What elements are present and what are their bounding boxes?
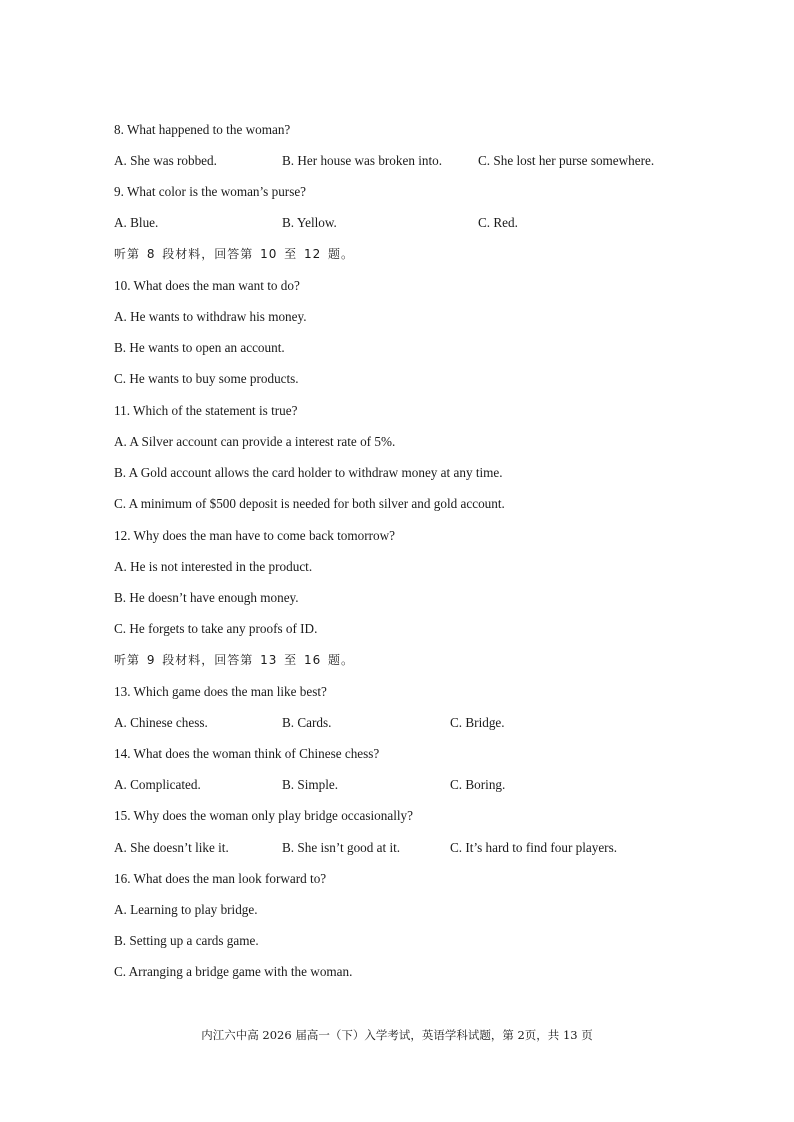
question-15-option-b: B. She isn’t good at it. bbox=[282, 840, 401, 855]
question-14-option-b: B. Simple. bbox=[282, 777, 339, 792]
question-8-option-a: A. She was robbed. bbox=[114, 153, 217, 168]
question-15-option-c: C. It’s hard to find four players. bbox=[450, 840, 618, 855]
question-12-option-a: A. He is not interested in the product. bbox=[114, 559, 313, 574]
question-16-option-a: A. Learning to play bridge. bbox=[114, 902, 258, 917]
question-10-option-c: C. He wants to buy some products. bbox=[114, 371, 299, 386]
question-14-option-c: C. Boring. bbox=[450, 777, 506, 792]
question-13-option-b: B. Cards. bbox=[282, 715, 332, 730]
question-8-stem: 8. What happened to the woman? bbox=[114, 122, 291, 137]
question-14-stem: 14. What does the woman think of Chinese chess? bbox=[114, 746, 380, 761]
question-8-option-b: B. Her house was broken into. bbox=[282, 153, 443, 168]
question-12-option-c: C. He forgets to take any proofs of ID. bbox=[114, 621, 318, 636]
question-10-option-b: B. He wants to open an account. bbox=[114, 340, 285, 355]
question-11-option-b: B. A Gold account allows the card holder to withdraw money at any time. bbox=[114, 465, 503, 480]
section-9-instruction: 听第 9 段材料，回答第 13 至 16 题。 bbox=[114, 653, 355, 667]
question-12-option-b: B. He doesn’t have enough money. bbox=[114, 590, 299, 605]
question-13-stem: 13. Which game does the man like best? bbox=[114, 684, 327, 699]
section-8-instruction: 听第 8 段材料，回答第 10 至 12 题。 bbox=[114, 247, 355, 261]
question-9-option-a: A. Blue. bbox=[114, 215, 159, 230]
question-16-stem: 16. What does the man look forward to? bbox=[114, 871, 327, 886]
question-11-stem: 11. Which of the statement is true? bbox=[114, 403, 298, 418]
question-9-option-b: B. Yellow. bbox=[282, 215, 337, 230]
question-15-stem: 15. Why does the woman only play bridge occasionally? bbox=[114, 808, 413, 823]
question-13-option-a: A. Chinese chess. bbox=[114, 715, 208, 730]
question-16-option-c: C. Arranging a bridge game with the woman. bbox=[114, 964, 353, 979]
question-10-stem: 10. What does the man want to do? bbox=[114, 278, 300, 293]
question-9-stem: 9. What color is the woman’s purse? bbox=[114, 184, 307, 199]
page-footer: 内江六中高 2026 届高一（下）入学考试，英语学科试题，第 2页，共 13 页 bbox=[201, 1028, 593, 1042]
question-14-option-a: A. Complicated. bbox=[114, 777, 201, 792]
question-9-option-c: C. Red. bbox=[478, 215, 518, 230]
question-15-option-a: A. She doesn’t like it. bbox=[114, 840, 229, 855]
question-8-option-c: C. She lost her purse somewhere. bbox=[478, 153, 655, 168]
question-11-option-a: A. A Silver account can provide a interest rate of 5%. bbox=[114, 434, 396, 449]
question-12-stem: 12. Why does the man have to come back tomorrow? bbox=[114, 528, 396, 543]
question-10-option-a: A. He wants to withdraw his money. bbox=[114, 309, 307, 324]
question-16-option-b: B. Setting up a cards game. bbox=[114, 933, 259, 948]
question-13-option-c: C. Bridge. bbox=[450, 715, 505, 730]
question-11-option-c: C. A minimum of $500 deposit is needed for both silver and gold account. bbox=[114, 496, 505, 511]
